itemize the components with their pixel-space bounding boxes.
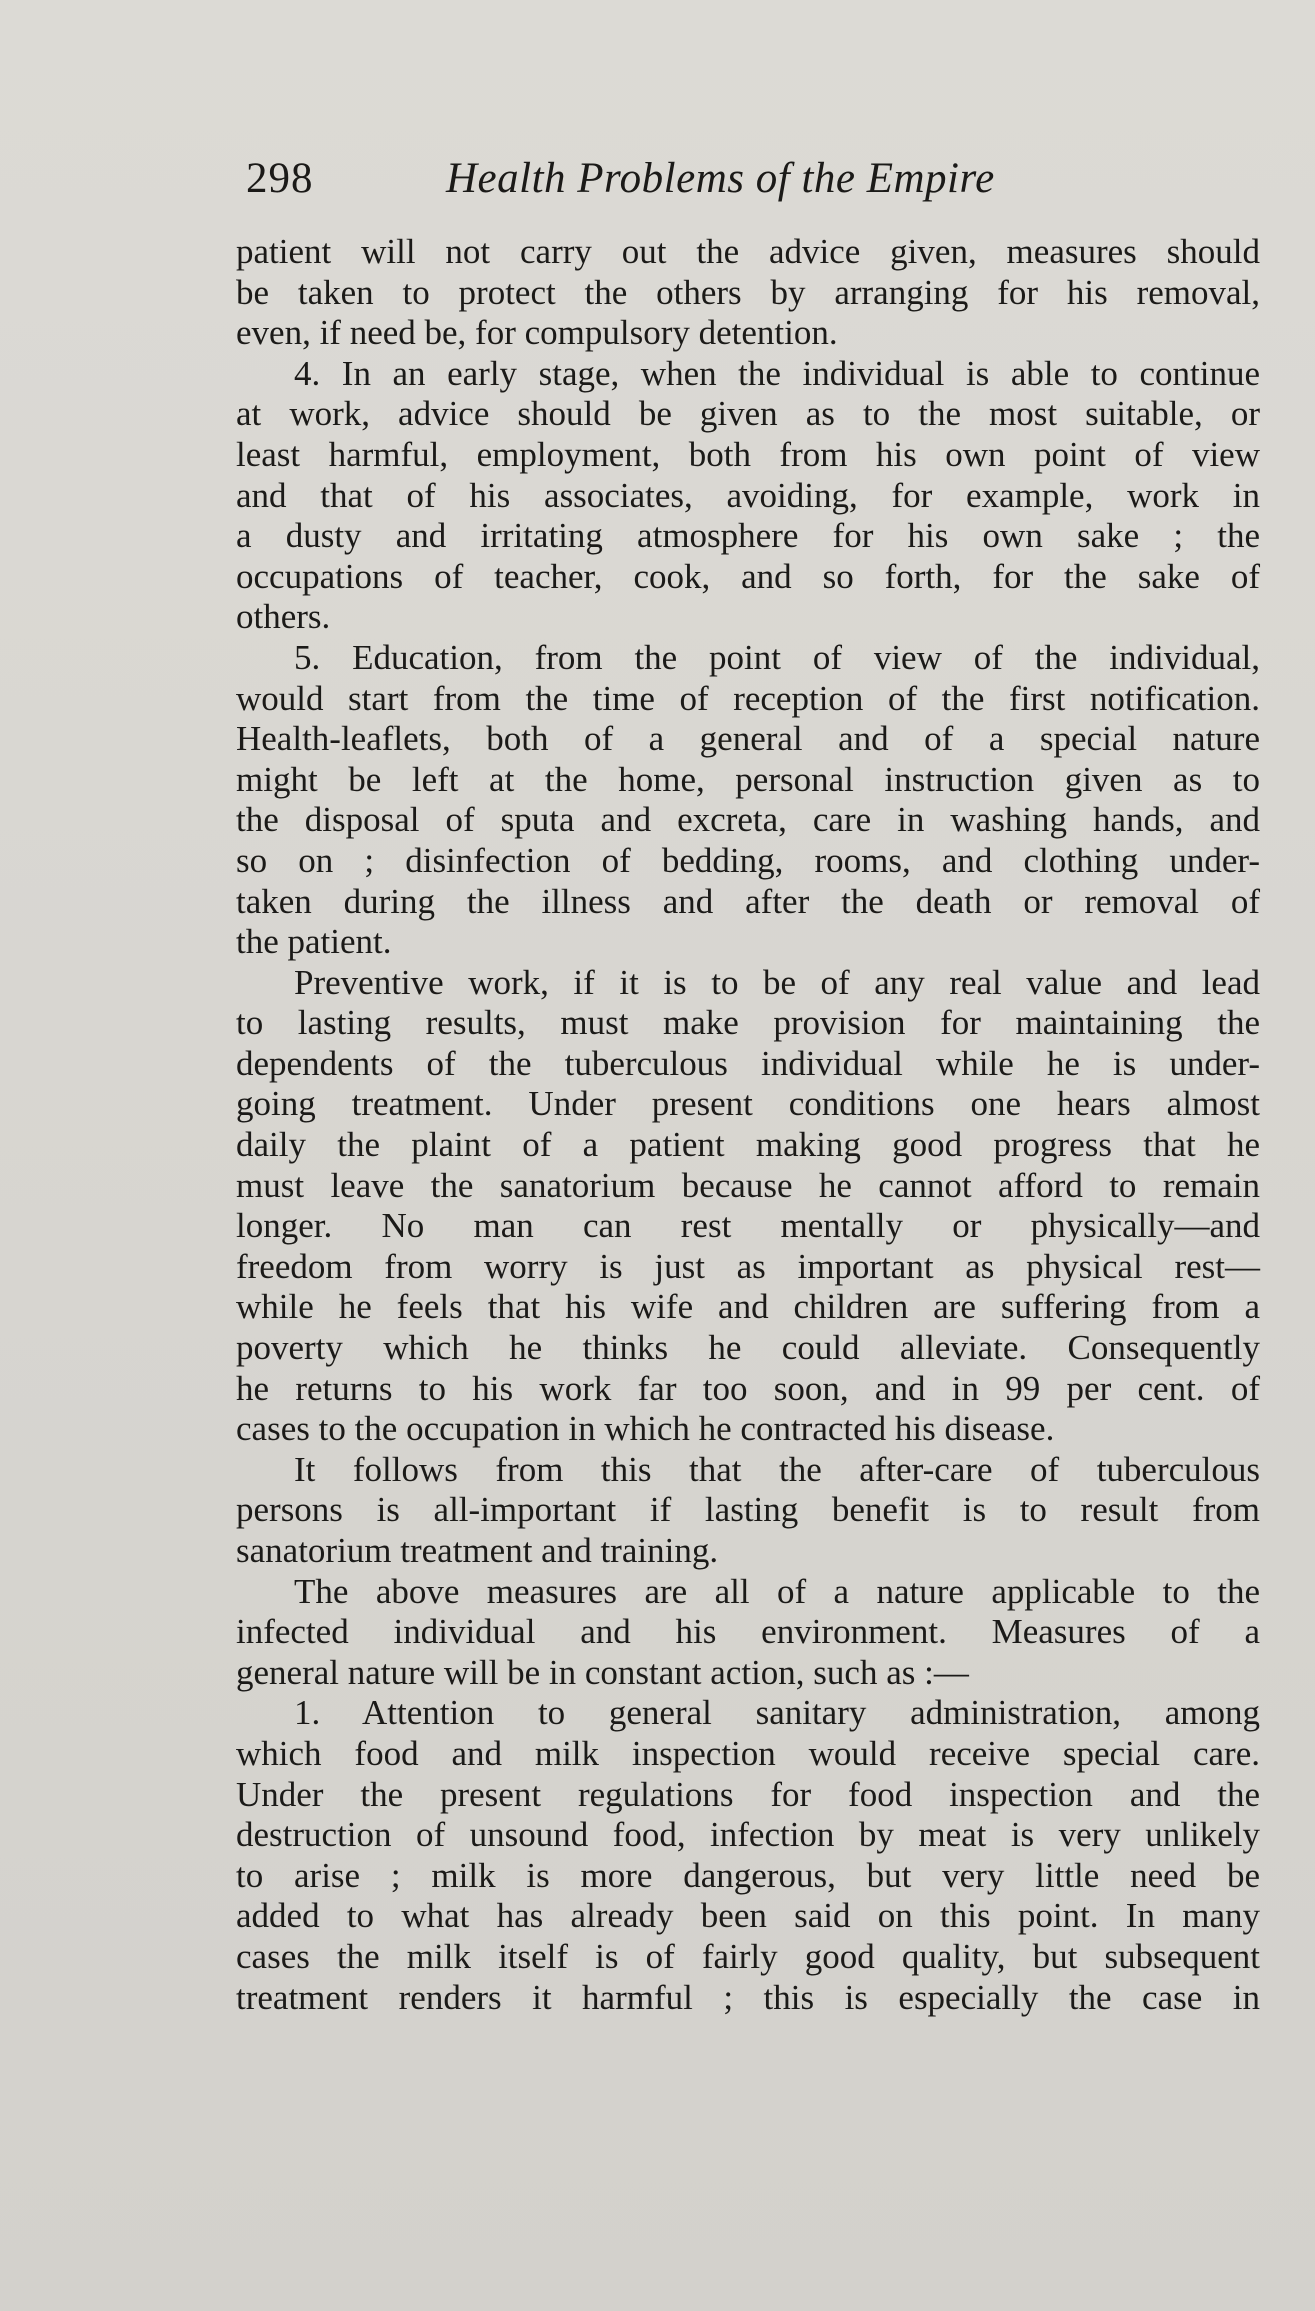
text-line: at work, advice should be given as to the most suitable, or bbox=[236, 394, 1260, 434]
text-line: which food and milk inspection would receive special care. bbox=[236, 1733, 1260, 1773]
text-line: Under the present regulations for food inspection and the bbox=[236, 1774, 1260, 1814]
text-line: persons is all-important if lasting benefit is to result from bbox=[236, 1490, 1260, 1530]
text-line: sanatorium treatment and training. bbox=[236, 1531, 719, 1570]
text-line: taken during the illness and after the death or removal of bbox=[236, 881, 1260, 921]
running-title: Health Problems of the Empire bbox=[446, 155, 995, 202]
text-line: Health-leaflets, both of a general and of a special nature bbox=[236, 719, 1260, 759]
text-line: added to what has already been said on this point. In many bbox=[236, 1896, 1260, 1936]
text-line: to lasting results, must make provision for maintaining the bbox=[236, 1003, 1260, 1043]
text-line: to arise ; milk is more dangerous, but very little need be bbox=[236, 1855, 1260, 1895]
text-line: so on ; disinfection of bedding, rooms, and clothing under- bbox=[236, 840, 1260, 880]
text-line: the disposal of sputa and excreta, care in washing hands, and bbox=[236, 800, 1260, 840]
text-line: others. bbox=[236, 597, 331, 637]
text-line: while he feels that his wife and children are suffering from a bbox=[236, 1287, 1260, 1327]
page-number: 298 bbox=[246, 155, 314, 202]
text-line: would start from the time of reception of the first notification. bbox=[236, 678, 1260, 718]
text-line: 5. Education, from the point of view of the individual, bbox=[294, 637, 1260, 677]
text-line: dependents of the tuberculous individual while he is under- bbox=[236, 1043, 1260, 1083]
text-line: cases the milk itself is of fairly good quality, but subsequent bbox=[236, 1936, 1260, 1976]
text-line: general nature will be in constant action, such as :— bbox=[236, 1652, 969, 1692]
text-line: treatment renders it harmful ; this is especially the case in bbox=[236, 1977, 1260, 2017]
text-line: be taken to protect the others by arranging for his removal, bbox=[236, 272, 1260, 312]
text-line: destruction of unsound food, infection by meat is very unlikely bbox=[236, 1815, 1260, 1855]
text-line: cases to the occupation in which he contracted his disease. bbox=[236, 1409, 1055, 1449]
text-line: least harmful, employment, both from his own point of view bbox=[236, 434, 1260, 474]
text-line: It follows from this that the after-care of tuberculous bbox=[294, 1449, 1260, 1489]
text-line: 4. In an early stage, when the individual is able to continue bbox=[294, 353, 1260, 393]
text-line: the patient. bbox=[236, 922, 392, 962]
text-line: and that of his associates, avoiding, for example, work in bbox=[236, 475, 1260, 515]
text-line: must leave the sanatorium because he cannot afford to remain bbox=[236, 1165, 1260, 1205]
text-line: longer. No man can rest mentally or physically—and bbox=[236, 1206, 1260, 1246]
text-line: freedom from worry is just as important as physical rest— bbox=[236, 1246, 1260, 1286]
text-line: occupations of teacher, cook, and so forth, for the sake of bbox=[236, 556, 1260, 596]
text-line: going treatment. Under present conditions one hears almost bbox=[236, 1084, 1260, 1124]
running-head bbox=[246, 146, 1076, 216]
text-line: might be left at the home, personal instruction given as to bbox=[236, 759, 1260, 799]
text-line: he returns to his work far too soon, and in 99 per cent. of bbox=[236, 1368, 1260, 1408]
text-line: The above measures are all of a nature applicable to the bbox=[294, 1571, 1260, 1611]
text-line: infected individual and his environment. Measures of a bbox=[236, 1612, 1260, 1652]
text-line: a dusty and irritating atmosphere for his own sake ; the bbox=[236, 516, 1260, 556]
text-line: poverty which he thinks he could alleviate. Consequently bbox=[236, 1328, 1260, 1368]
text-line: even, if need be, for compulsory detention. bbox=[236, 313, 838, 353]
body-text bbox=[236, 232, 1260, 2018]
text-line: daily the plaint of a patient making good progress that he bbox=[236, 1125, 1260, 1165]
text-line: patient will not carry out the advice given, measures should bbox=[236, 232, 1260, 271]
text-line: Preventive work, if it is to be of any real value and lead bbox=[294, 962, 1260, 1002]
text-line: 1. Attention to general sanitary administration, among bbox=[294, 1693, 1260, 1733]
